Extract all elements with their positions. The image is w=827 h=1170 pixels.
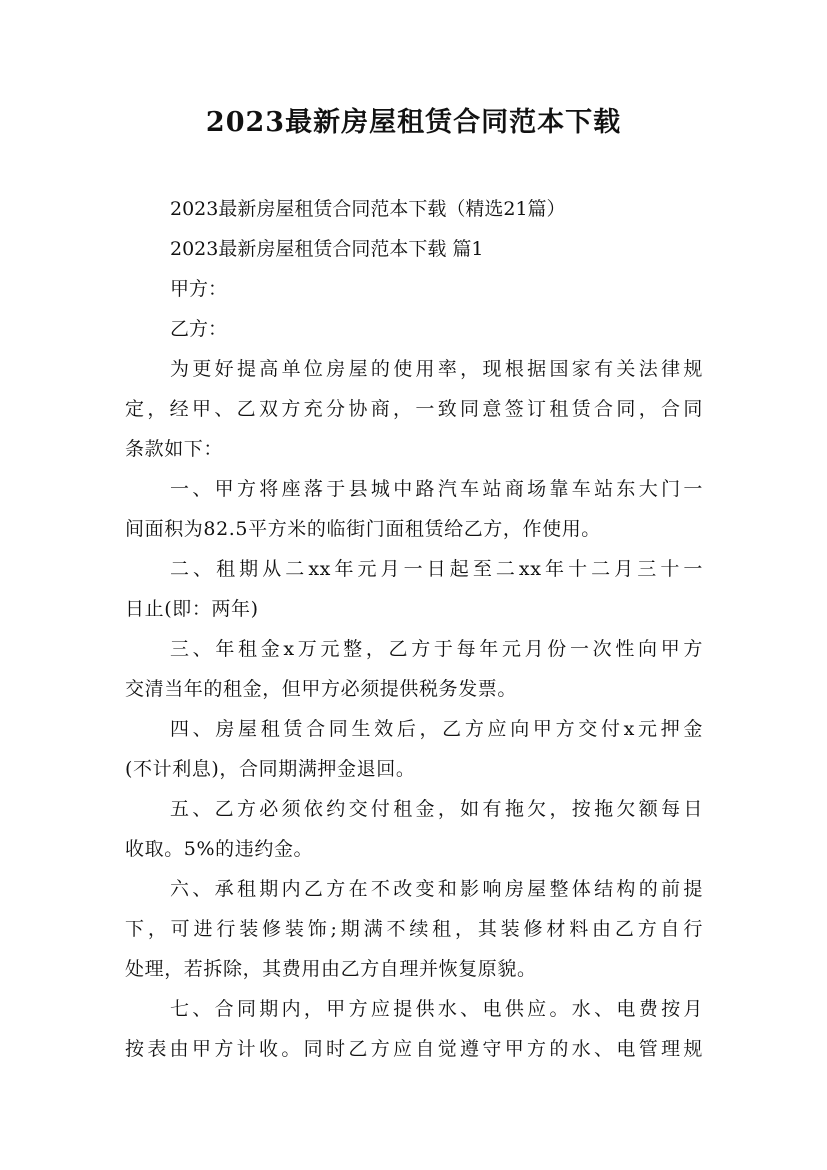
paragraph-clause-6: [125, 876, 703, 983]
subtitle-line: 2023最新房屋租赁合同范本下载（精选21篇）: [170, 198, 566, 220]
text-line: 五、乙方必须依约交付租金，如有拖欠，按拖欠额每日: [170, 798, 703, 820]
text-line: 七、合同期内，甲方应提供水、电供应。水、电费按月: [170, 998, 703, 1020]
section-heading: 2023最新房屋租赁合同范本下载 篇1: [170, 238, 484, 260]
text-line: 处理，若拆除，其费用由乙方自理并恢复原貌。: [125, 958, 537, 980]
document-title: 2023最新房屋租赁合同范本下载: [205, 107, 622, 138]
text-line: 三、年租金x万元整，乙方于每年元月份一次性向甲方: [170, 638, 703, 660]
party-a-label: 甲方：: [170, 278, 228, 300]
paragraph-clause-7: [125, 996, 703, 1063]
text-line: 间面积为82.5平方米的临街门面租赁给乙方，作使用。: [125, 518, 601, 540]
paragraph-preamble: [125, 356, 703, 463]
text-line: 四、房屋租赁合同生效后，乙方应向甲方交付x元押金: [170, 718, 703, 740]
text-line: 二、租期从二xx年元月一日起至二xx年十二月三十一: [170, 558, 703, 580]
text-line: 按表由甲方计收。同时乙方应自觉遵守甲方的水、电管理规: [125, 1038, 703, 1060]
document-body: [125, 196, 703, 1076]
party-b-label: 乙方：: [170, 318, 228, 340]
paragraph-clause-1: [125, 476, 703, 543]
text-line: 为更好提高单位房屋的使用率，现根据国家有关法律规: [170, 358, 703, 380]
text-line: 交清当年的租金，但甲方必须提供税务发票。: [125, 678, 518, 700]
text-line: 条款如下：: [125, 438, 224, 460]
text-line: 日止(即：两年): [125, 598, 259, 620]
text-line: 一、甲方将座落于县城中路汽车站商场靠车站东大门一: [170, 478, 703, 500]
paragraph-clause-2: [125, 556, 703, 623]
paragraph-clause-4: [125, 716, 703, 783]
text-line: 定，经甲、乙双方充分协商，一致同意签订租赁合同，合同: [125, 398, 703, 420]
paragraph-clause-5: [125, 796, 703, 863]
text-line: (不计利息)，合同期满押金退回。: [125, 758, 416, 780]
paragraph-clause-3: [125, 636, 703, 703]
text-line: 下，可进行装修装饰;期满不续租，其装修材料由乙方自行: [125, 918, 703, 940]
text-line: 六、承租期内乙方在不改变和影响房屋整体结构的前提: [170, 878, 703, 900]
text-line: 收取。5%的违约金。: [125, 838, 314, 860]
